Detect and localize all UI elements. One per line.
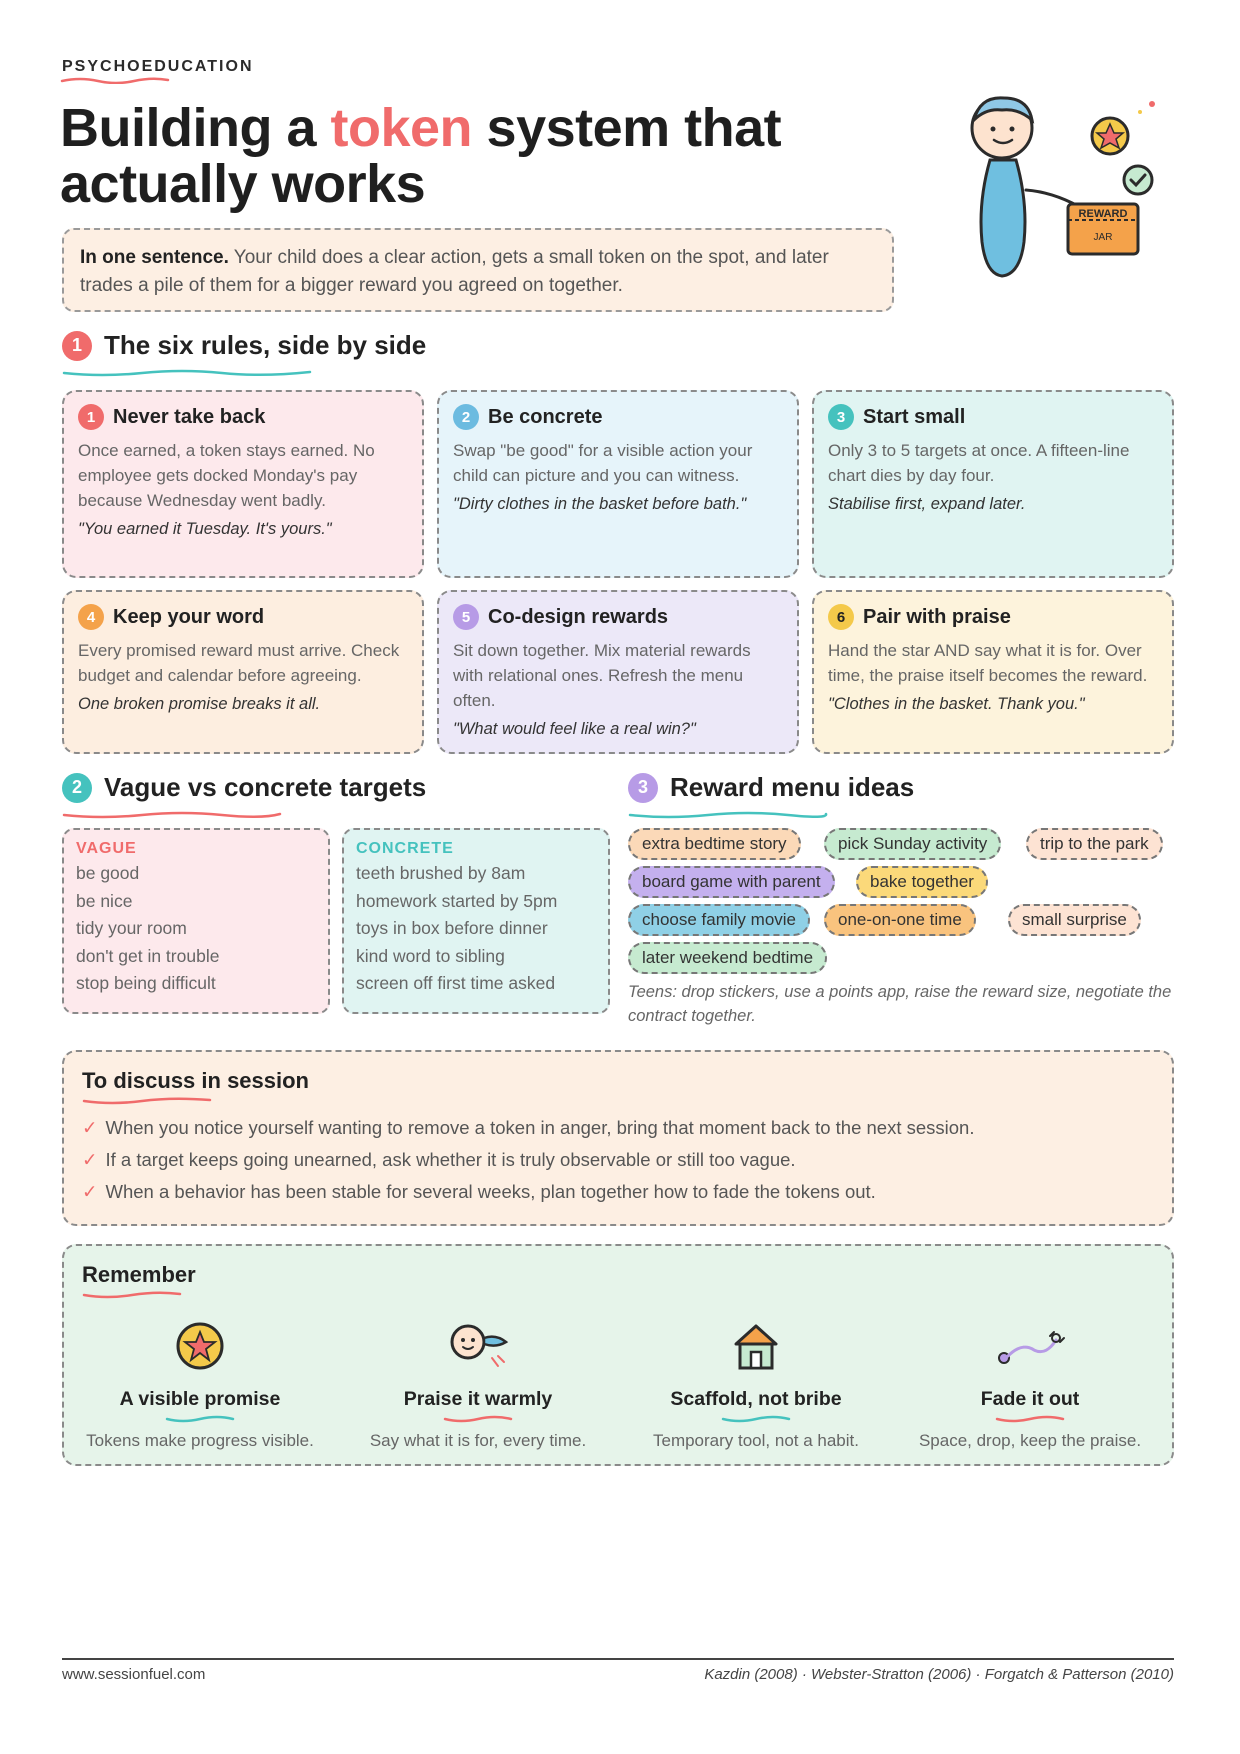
remember-title: Remember <box>82 1262 196 1287</box>
list-item: kind word to sibling <box>356 945 505 966</box>
summary-box <box>62 228 894 312</box>
concrete-heading: CONCRETE <box>356 840 454 857</box>
remember-item-praise: Praise it warmly Say what it is for, every time. <box>342 1316 614 1451</box>
discuss-underline <box>82 1096 212 1106</box>
reward-chip: extra bedtime story <box>628 828 801 860</box>
section-rules-underline <box>62 368 312 378</box>
rule-quote: "Dirty clothes in the basket before bath." <box>453 495 747 513</box>
title-accent: token <box>330 98 473 158</box>
rule-card-1: 1 Never take back Once earned, a token stays earned. No employee gets docked Monday's pay because Wednesday went badly. "You earned it Tuesday. It's yours." <box>62 390 424 578</box>
reward-chip: small surprise <box>1008 904 1141 936</box>
list-item: teeth brushed by 8am <box>356 863 526 883</box>
reward-chip: later weekend bedtime <box>628 942 827 974</box>
smiling-face-icon <box>446 1320 510 1372</box>
rule-quote: "What would feel like a real win?" <box>453 720 696 738</box>
list-item: be good <box>76 863 140 883</box>
rule-title: Co-design rewards <box>488 605 669 628</box>
section-targets-title: 2 Vague vs concrete targets <box>62 772 426 803</box>
remember-box <box>62 1244 1174 1466</box>
rule-card-2: 2 Be concrete Swap "be good" for a visible action your child can picture and you can witness. "Dirty clothes in the basket before bath." <box>437 390 799 578</box>
reward-chip: trip to the park <box>1026 828 1163 860</box>
rule-quote: "You earned it Tuesday. It's yours." <box>78 520 332 538</box>
reward-chip: board game with parent <box>628 866 835 898</box>
list-item: stop being difficult <box>76 973 216 993</box>
rule-body: Only 3 to 5 targets at once. A fifteen-line chart dies by day four. <box>828 441 1130 485</box>
reward-chip: one-on-one time <box>824 904 976 936</box>
star-badge-icon <box>174 1320 226 1372</box>
summary-lead: In one sentence. <box>80 247 229 268</box>
eyebrow-underline <box>60 76 170 84</box>
rule-body: Hand the star AND say what it is for. Over time, the praise itself becomes the reward. <box>828 641 1148 685</box>
list-item: don't get in trouble <box>76 945 220 966</box>
vague-heading: VAGUE <box>76 840 137 857</box>
eyebrow: PSYCHOEDUCATION <box>62 58 254 75</box>
discuss-box <box>62 1050 1174 1226</box>
rule-card-5: 5 Co-design rewards Sit down together. Mix material rewards with relational ones. Refresh the menu often. "What would feel like a real win?" <box>437 590 799 754</box>
discuss-title: To discuss in session <box>82 1068 309 1093</box>
rule-body: Every promised reward must arrive. Check budget and calendar before agreeing. <box>78 641 400 685</box>
rule-card-3: 3 Start small Only 3 to 5 targets at once. A fifteen-line chart dies by day four. Stabilise first, expand later. <box>812 390 1174 578</box>
rule-title: Start small <box>863 405 966 428</box>
rule-body: Once earned, a token stays earned. No employee gets docked Monday's pay because Wednesday went badly. <box>78 441 375 510</box>
discuss-item: ✓ When you notice yourself wanting to remove a token in anger, bring that moment back to the next session. <box>82 1112 1154 1144</box>
house-icon <box>730 1320 782 1372</box>
remember-item-visible-promise: A visible promise Tokens make progress visible. <box>64 1316 336 1451</box>
concrete-targets-box <box>342 828 610 1014</box>
list-item: toys in box before dinner <box>356 918 548 938</box>
vague-targets-box <box>62 828 330 1014</box>
reward-chip: bake together <box>856 866 988 898</box>
remember-underline <box>82 1290 182 1300</box>
rule-title: Pair with praise <box>863 605 1011 628</box>
summary-text: Your child does a clear action, gets a small token on the spot, and later trades a pile of them for a bigger reward you agreed on together. <box>80 247 829 296</box>
rule-body: Swap "be good" for a visible action your child can picture and you can witness. <box>453 441 753 485</box>
discuss-item: ✓ When a behavior has been stable for several weeks, plan together how to fade the tokens out. <box>82 1176 1154 1208</box>
section-menu-title: 3 Reward menu ideas <box>628 772 914 803</box>
fading-path-icon <box>994 1320 1066 1372</box>
list-item: homework started by 5pm <box>356 890 558 911</box>
rule-title: Keep your word <box>113 605 265 628</box>
teens-note: Teens: drop stickers, use a points app, raise the reward size, negotiate the contract together. <box>628 983 1172 1025</box>
rule-card-6: 6 Pair with praise Hand the star AND say what it is for. Over time, the praise itself becomes the reward. "Clothes in the basket. Thank you." <box>812 590 1174 754</box>
reward-chip: pick Sunday activity <box>824 828 1001 860</box>
rule-title: Be concrete <box>488 405 603 428</box>
footer-references: Kazdin (2008) · Webster-Stratton (2006) · Forgatch & Patterson (2010) <box>704 1666 1174 1683</box>
reward-chip: choose family movie <box>628 904 810 936</box>
page-title: Building a token system that actually works <box>60 98 782 214</box>
check-icon: ✓ <box>82 1149 98 1170</box>
section-menu-underline <box>628 810 828 820</box>
jar-label: REWARD <box>1078 208 1128 220</box>
rule-card-4: 4 Keep your word Every promised reward must arrive. Check budget and calendar before agreeing. One broken promise breaks it all. <box>62 590 424 754</box>
section-targets-underline <box>62 810 282 820</box>
child-with-reward-jar-illustration <box>960 92 1170 292</box>
footer-divider <box>62 1658 1174 1660</box>
footer-site: www.sessionfuel.com <box>62 1666 206 1683</box>
section-rules-title: 1 The six rules, side by side <box>62 330 426 361</box>
remember-item-scaffold: Scaffold, not bribe Temporary tool, not a habit. <box>620 1316 892 1451</box>
list-item: be nice <box>76 890 133 911</box>
rule-title: Never take back <box>113 405 266 428</box>
rule-quote: "Clothes in the basket. Thank you." <box>828 695 1085 713</box>
discuss-item: ✓ If a target keeps going unearned, ask whether it is truly observable or still too vague. <box>82 1144 1154 1176</box>
check-icon: ✓ <box>82 1181 98 1202</box>
rule-body: Sit down together. Mix material rewards with relational ones. Refresh the menu often. <box>453 641 751 710</box>
list-item: tidy your room <box>76 918 187 938</box>
list-item: screen off first time asked <box>356 973 556 993</box>
rule-quote: One broken promise breaks it all. <box>78 695 321 713</box>
jar-sub: JAR <box>1093 232 1113 243</box>
check-icon: ✓ <box>82 1117 98 1138</box>
remember-item-fade: Fade it out Space, drop, keep the praise. <box>894 1316 1166 1451</box>
rule-quote: Stabilise first, expand later. <box>828 495 1026 513</box>
